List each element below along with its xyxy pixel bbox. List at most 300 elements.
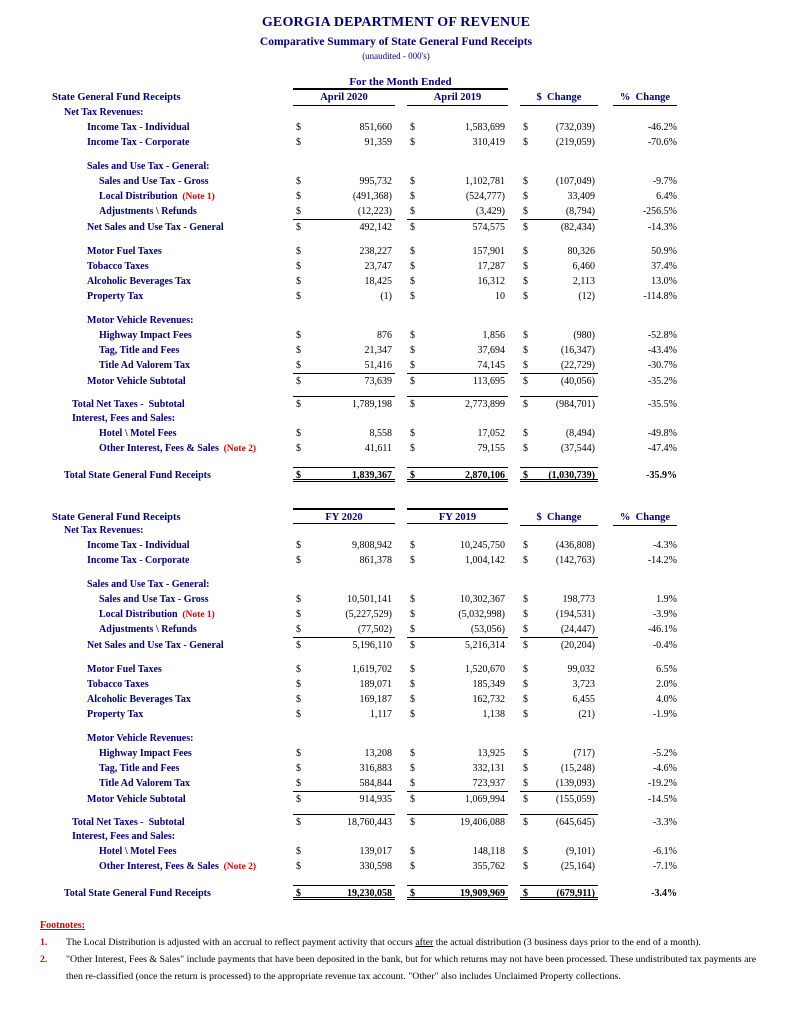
row-label <box>0 468 293 483</box>
amount-cell <box>520 707 598 722</box>
amount-cell <box>407 426 508 441</box>
table-row <box>0 844 792 859</box>
amount-value: (5,227,529) <box>345 609 392 620</box>
amount-value: 310,419 <box>472 137 505 148</box>
amount-cell <box>520 343 598 358</box>
dollar-sign: $ <box>410 376 415 387</box>
amount-cell <box>293 814 395 829</box>
percent-change-value: -30.7% <box>647 360 677 371</box>
row-label-text: Interest, Fees and Sales: <box>72 413 176 424</box>
amount-value: 492,142 <box>359 222 392 233</box>
footnotes-list <box>40 934 762 985</box>
row-label <box>0 776 293 791</box>
amount-value: 8,558 <box>369 428 392 439</box>
amount-cell <box>407 677 508 692</box>
dollar-sign: $ <box>523 443 528 454</box>
row-label-text: Tobacco Taxes <box>87 261 149 272</box>
row-label-text: Sales and Use Tax - General: <box>87 161 210 172</box>
amount-value: 851,660 <box>359 122 392 133</box>
dollar-sign: $ <box>523 664 528 675</box>
percent-change-value: -14.5% <box>647 794 677 805</box>
amount-cell <box>407 259 508 274</box>
row-label-text: Local Distribution <box>99 191 178 202</box>
amount-cell <box>293 358 395 373</box>
percent-change-value: -47.4% <box>647 443 677 454</box>
page-subtitle: Comparative Summary of State General Fund Receipts <box>259 36 533 48</box>
dollar-sign: $ <box>410 330 415 341</box>
section-row <box>0 411 792 426</box>
amount-cell <box>407 761 508 776</box>
percent-change-value: -256.5% <box>642 206 677 217</box>
amount-cell <box>293 776 395 791</box>
row-spacer <box>0 722 792 731</box>
percent-change-value: 1.9% <box>656 594 677 605</box>
amount-cell <box>293 328 395 343</box>
dollar-sign: $ <box>523 861 528 872</box>
table-row <box>0 692 792 707</box>
section-row <box>0 105 792 120</box>
row-label-text: Property Tax <box>87 291 144 302</box>
dollar-sign: $ <box>296 846 301 857</box>
dollar-sign: $ <box>523 345 528 356</box>
row-label-text: Motor Vehicle Subtotal <box>87 376 186 387</box>
dollar-sign: $ <box>410 206 415 217</box>
header-gap <box>0 61 792 75</box>
dollar-sign: $ <box>410 555 415 566</box>
footnote-item <box>40 934 762 951</box>
row-label <box>0 592 293 607</box>
table-row <box>0 174 792 189</box>
amount-value: 330,598 <box>359 861 392 872</box>
amount-cell <box>407 707 508 722</box>
percent-change-value: 2.0% <box>656 679 677 690</box>
row-label-text: Motor Fuel Taxes <box>87 664 162 675</box>
amount-value: 10 <box>495 291 505 302</box>
row-label-text: Adjustments \ Refunds <box>99 624 197 635</box>
row-label <box>0 859 293 875</box>
amount-cell <box>293 189 395 204</box>
amount-cell <box>520 274 598 289</box>
amount-cell <box>407 358 508 373</box>
amount-value: 1,102,781 <box>465 176 505 187</box>
period-header-row <box>0 75 792 90</box>
column-header: FY 2019 <box>407 508 508 524</box>
percent-change-value: -4.6% <box>652 763 677 774</box>
amount-cell <box>407 791 508 806</box>
amount-cell <box>407 343 508 358</box>
amount-cell <box>520 328 598 343</box>
row-label <box>0 204 293 219</box>
dollar-sign: $ <box>410 778 415 789</box>
amount-value: 914,935 <box>359 794 392 805</box>
footnote-underlined-word: after <box>415 937 434 948</box>
amount-value: 5,196,110 <box>352 640 392 651</box>
amount-cell <box>407 859 508 874</box>
amount-cell <box>407 538 508 553</box>
dollar-sign: $ <box>410 888 415 899</box>
period-header: For the Month Ended <box>293 75 508 90</box>
section-row <box>0 313 792 328</box>
amount-cell <box>407 174 508 189</box>
dollar-sign: $ <box>296 470 301 481</box>
dollar-sign: $ <box>296 330 301 341</box>
dollar-sign: $ <box>296 222 301 233</box>
row-label-text: Net Sales and Use Tax - General <box>87 640 224 651</box>
dollar-sign: $ <box>523 694 528 705</box>
amount-value: 73,639 <box>364 376 392 387</box>
amount-value: 17,052 <box>477 428 505 439</box>
row-label-text: Income Tax - Corporate <box>87 137 190 148</box>
amount-cell <box>520 791 598 806</box>
dollar-sign: $ <box>523 246 528 257</box>
amount-value: (15,248) <box>560 763 595 774</box>
row-label-text: Adjustments \ Refunds <box>99 206 197 217</box>
row-label <box>0 577 293 592</box>
amount-cell <box>293 120 395 135</box>
table-row <box>0 259 792 274</box>
row-label-text: Net Tax Revenues: <box>64 525 144 536</box>
percent-change-value: -0.4% <box>652 640 677 651</box>
row-label-text: Hotel \ Motel Fees <box>99 428 177 439</box>
amount-cell <box>407 328 508 343</box>
amount-cell <box>520 373 598 388</box>
dollar-sign: $ <box>296 360 301 371</box>
dollar-sign: $ <box>296 428 301 439</box>
table-row <box>0 396 792 411</box>
amount-value: (16,347) <box>560 345 595 356</box>
amount-value: (12) <box>578 291 595 302</box>
percent-change-value: -46.2% <box>647 122 677 133</box>
dollar-sign: $ <box>296 276 301 287</box>
dollar-sign: $ <box>523 817 528 828</box>
row-label-text: Title Ad Valorem Tax <box>99 360 191 371</box>
amount-cell <box>407 746 508 761</box>
dollar-sign: $ <box>296 176 301 187</box>
amount-value: (9,101) <box>565 846 595 857</box>
amount-value: (21) <box>578 709 595 720</box>
row-label <box>0 731 293 746</box>
amount-cell <box>293 662 395 677</box>
amount-value: 6,460 <box>572 261 595 272</box>
dollar-sign: $ <box>410 846 415 857</box>
row-label-text: Alcoholic Beverages Tax <box>87 694 191 705</box>
dollar-sign: $ <box>410 428 415 439</box>
dollar-sign: $ <box>296 246 301 257</box>
amount-cell <box>520 204 598 219</box>
table-row <box>0 467 792 482</box>
dollar-sign: $ <box>410 624 415 635</box>
dollar-sign: $ <box>410 540 415 551</box>
amount-value: 37,694 <box>477 345 505 356</box>
row-label-text: Total State General Fund Receipts <box>64 470 211 481</box>
amount-value: 13,925 <box>477 748 505 759</box>
table-row <box>0 373 792 388</box>
amount-cell <box>520 844 598 859</box>
dollar-sign: $ <box>296 443 301 454</box>
column-header: $ Change <box>520 510 598 526</box>
amount-cell <box>407 622 508 637</box>
dollar-sign: $ <box>410 276 415 287</box>
percent-change-value: -14.3% <box>647 222 677 233</box>
amount-cell <box>520 592 598 607</box>
row-label <box>0 259 293 274</box>
table-row <box>0 274 792 289</box>
amount-cell <box>520 761 598 776</box>
footnote-text <box>66 934 762 951</box>
table-row <box>0 328 792 343</box>
amount-value: (12,223) <box>357 206 392 217</box>
footnote-segment: the actual distribution (3 business days prior to the end of a month). <box>433 937 701 948</box>
row-label-text: Highway Impact Fees <box>99 330 192 341</box>
amount-cell <box>293 289 395 304</box>
dollar-sign: $ <box>296 709 301 720</box>
amount-value: 316,883 <box>359 763 392 774</box>
page-title: GEORGIA DEPARTMENT OF REVENUE <box>261 15 531 30</box>
dollar-sign: $ <box>296 748 301 759</box>
row-label <box>0 538 293 553</box>
amount-cell <box>520 135 598 150</box>
dollar-sign: $ <box>523 540 528 551</box>
amount-value: (22,729) <box>560 360 595 371</box>
row-spacer <box>0 568 792 577</box>
dollar-sign: $ <box>296 594 301 605</box>
dollar-sign: $ <box>296 778 301 789</box>
percent-change-value: -7.1% <box>652 861 677 872</box>
amount-cell <box>520 289 598 304</box>
row-label-text: Other Interest, Fees & Sales <box>99 861 219 872</box>
amount-value: (194,531) <box>555 609 595 620</box>
amount-cell <box>520 219 598 234</box>
table-gap <box>0 482 792 508</box>
dollar-sign: $ <box>410 261 415 272</box>
row-label <box>0 135 293 150</box>
amount-cell <box>520 259 598 274</box>
amount-cell <box>293 844 395 859</box>
dollar-sign: $ <box>410 609 415 620</box>
table-row <box>0 135 792 150</box>
amount-cell <box>293 622 395 637</box>
amount-cell <box>293 592 395 607</box>
amount-value: 41,611 <box>364 443 392 454</box>
amount-cell <box>407 396 508 411</box>
amount-value: (24,447) <box>560 624 595 635</box>
amount-cell <box>293 553 395 568</box>
percent-change-value: -19.2% <box>647 778 677 789</box>
table-row <box>0 244 792 259</box>
amount-cell <box>293 467 395 482</box>
amount-value: 10,501,141 <box>347 594 392 605</box>
dollar-sign: $ <box>410 640 415 651</box>
table-row <box>0 219 792 234</box>
amount-cell <box>293 343 395 358</box>
row-label <box>0 313 293 328</box>
amount-cell <box>293 637 395 652</box>
dollar-sign: $ <box>410 694 415 705</box>
amount-cell <box>293 746 395 761</box>
amount-value: (82,434) <box>560 222 595 233</box>
amount-cell <box>520 189 598 204</box>
percent-change-value: -14.2% <box>647 555 677 566</box>
amount-cell <box>520 244 598 259</box>
amount-cell <box>407 244 508 259</box>
amount-cell <box>520 692 598 707</box>
amount-value: 995,732 <box>359 176 392 187</box>
amount-cell <box>520 426 598 441</box>
document-header <box>0 0 792 61</box>
table-row <box>0 707 792 722</box>
amount-value: 723,937 <box>472 778 505 789</box>
amount-cell <box>293 538 395 553</box>
table-row <box>0 761 792 776</box>
dollar-sign: $ <box>523 330 528 341</box>
note-reference: (Note 1) <box>177 610 215 620</box>
row-label-text: Motor Fuel Taxes <box>87 246 162 257</box>
row-label <box>0 328 293 343</box>
row-label-text: Net Sales and Use Tax - General <box>87 222 224 233</box>
footnotes-heading: Footnotes: <box>40 920 85 931</box>
column-header: % Change <box>613 90 677 106</box>
note-reference: (Note 2) <box>218 444 257 454</box>
dollar-sign: $ <box>296 694 301 705</box>
section-row <box>0 577 792 592</box>
dollar-sign: $ <box>410 191 415 202</box>
amount-value: 189,071 <box>359 679 392 690</box>
percent-change-value: -49.8% <box>647 428 677 439</box>
row-spacer <box>0 234 792 244</box>
row-label <box>0 607 293 623</box>
table-row <box>0 553 792 568</box>
dollar-sign: $ <box>410 137 415 148</box>
dollar-sign: $ <box>523 846 528 857</box>
amount-value: 19,406,088 <box>460 817 505 828</box>
percent-change-value: 6.4% <box>656 191 677 202</box>
amount-value: (679,911) <box>556 888 595 899</box>
section-row <box>0 829 792 844</box>
amount-value: (107,049) <box>555 176 595 187</box>
table-row <box>0 791 792 806</box>
dollar-sign: $ <box>523 609 528 620</box>
amount-value: (142,763) <box>555 555 595 566</box>
dollar-sign: $ <box>296 345 301 356</box>
footnote-text <box>66 951 762 985</box>
row-spacer <box>0 150 792 159</box>
row-label-text: Highway Impact Fees <box>99 748 192 759</box>
percent-change-value: 13.0% <box>651 276 677 287</box>
amount-value: (717) <box>573 748 595 759</box>
dollar-sign: $ <box>523 640 528 651</box>
row-spacer <box>0 652 792 662</box>
amount-cell <box>520 607 598 622</box>
dollar-sign: $ <box>410 222 415 233</box>
dollar-sign: $ <box>410 360 415 371</box>
amount-cell <box>407 814 508 829</box>
dollar-sign: $ <box>523 261 528 272</box>
amount-cell <box>293 707 395 722</box>
dollar-sign: $ <box>296 137 301 148</box>
amount-value: 18,425 <box>364 276 392 287</box>
amount-value: (77,502) <box>357 624 392 635</box>
note-reference: (Note 1) <box>177 192 215 202</box>
amount-value: 139,017 <box>359 846 392 857</box>
dollar-sign: $ <box>410 748 415 759</box>
amount-cell <box>293 259 395 274</box>
amount-value: (53,056) <box>470 624 505 635</box>
row-label <box>0 274 293 289</box>
amount-value: 574,575 <box>472 222 505 233</box>
row-label <box>0 343 293 358</box>
amount-cell <box>520 174 598 189</box>
table-row <box>0 622 792 637</box>
dollar-sign: $ <box>296 191 301 202</box>
row-label <box>0 523 293 538</box>
amount-value: 9,808,942 <box>352 540 392 551</box>
dollar-sign: $ <box>410 709 415 720</box>
amount-value: 74,145 <box>477 360 505 371</box>
percent-change-value: 50.9% <box>651 246 677 257</box>
row-label-text: Total Net Taxes - Subtotal <box>72 817 185 828</box>
row-label-text: Sales and Use Tax - Gross <box>99 594 209 605</box>
amount-cell <box>407 219 508 234</box>
row-spacer <box>0 874 792 885</box>
percent-change-value: -4.3% <box>652 540 677 551</box>
dollar-sign: $ <box>296 609 301 620</box>
amount-cell <box>407 692 508 707</box>
percent-change-value: 37.4% <box>651 261 677 272</box>
amount-value: 238,227 <box>359 246 392 257</box>
amount-value: (984,701) <box>555 399 595 410</box>
dollar-sign: $ <box>523 794 528 805</box>
amount-cell <box>293 204 395 219</box>
amount-value: 861,378 <box>359 555 392 566</box>
amount-value: 23,747 <box>364 261 392 272</box>
amount-cell <box>520 553 598 568</box>
amount-value: 157,901 <box>472 246 505 257</box>
table-row <box>0 358 792 373</box>
percent-change-value: 6.5% <box>656 664 677 675</box>
table-row <box>0 859 792 874</box>
amount-value: 1,004,142 <box>465 555 505 566</box>
amount-value: (1) <box>380 291 392 302</box>
column-header-row <box>0 508 792 523</box>
dollar-sign: $ <box>296 664 301 675</box>
row-label <box>0 707 293 722</box>
row-label <box>0 397 293 412</box>
amount-cell <box>520 358 598 373</box>
amount-value: (37,544) <box>560 443 595 454</box>
dollar-sign: $ <box>410 664 415 675</box>
amount-value: 79,155 <box>477 443 505 454</box>
row-label <box>0 886 293 901</box>
amount-cell <box>293 174 395 189</box>
row-label <box>0 289 293 304</box>
amount-value: 51,416 <box>364 360 392 371</box>
amount-value: 21,347 <box>364 345 392 356</box>
row-label-text: Tobacco Taxes <box>87 679 149 690</box>
row-label-text: Other Interest, Fees & Sales <box>99 443 219 454</box>
row-label-text: Hotel \ Motel Fees <box>99 846 177 857</box>
percent-change-value: -1.9% <box>652 709 677 720</box>
column-header: FY 2020 <box>293 508 395 524</box>
amount-cell <box>520 859 598 874</box>
amount-value: 355,762 <box>472 861 505 872</box>
row-label <box>0 159 293 174</box>
amount-cell <box>407 885 508 900</box>
amount-value: (5,032,998) <box>458 609 505 620</box>
row-label <box>0 844 293 859</box>
row-label <box>0 189 293 205</box>
row-label <box>0 662 293 677</box>
dollar-sign: $ <box>523 888 528 899</box>
